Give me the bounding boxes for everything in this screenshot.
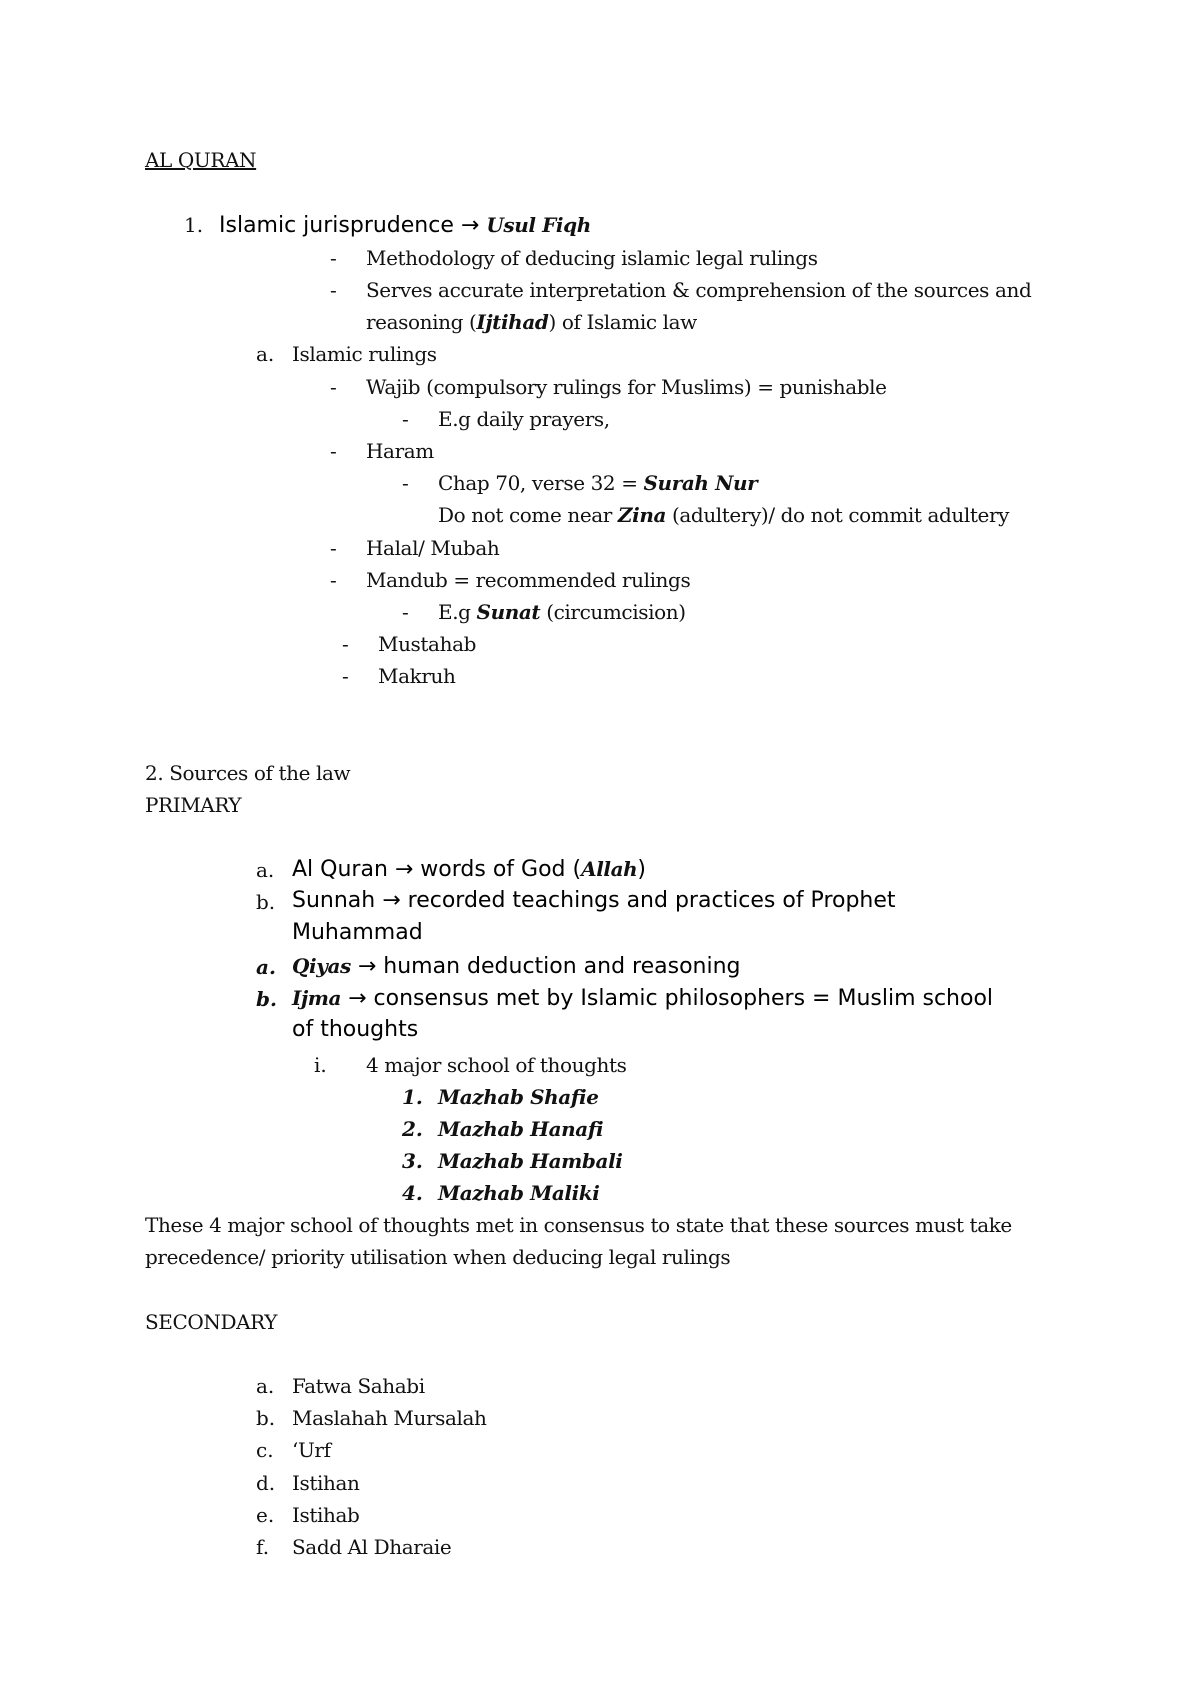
secondary-source: Sadd Al Dharaie xyxy=(292,1535,452,1559)
heading-term: Usul Fiqh xyxy=(486,213,591,237)
primary-source-quran xyxy=(292,853,646,886)
text-segment: Chap 70, verse 32 = xyxy=(438,471,644,495)
list-letter: e. xyxy=(256,1503,275,1527)
list-roman: i. xyxy=(314,1053,327,1077)
list-item-continuation xyxy=(438,499,1009,531)
text-segment: Al Quran → words of God ( xyxy=(292,857,582,882)
list-letter: a. xyxy=(256,342,275,366)
text-segment: Do not come near xyxy=(438,503,618,527)
list-letter: d. xyxy=(256,1471,276,1495)
text-segment: → consensus met by Islamic philosophers = Muslim school xyxy=(341,986,994,1011)
list-letter: b. xyxy=(256,890,276,914)
text-segment: ) of Islamic law xyxy=(548,310,697,334)
list-item-continuation xyxy=(366,306,697,338)
primary-source-sunnah: Sunnah → recorded teachings and practices of Prophet xyxy=(292,888,896,913)
secondary-source: Maslahah Mursalah xyxy=(292,1406,487,1430)
primary-source-ijma xyxy=(292,982,993,1015)
secondary-source: Istihab xyxy=(292,1503,360,1527)
secondary-source: ‘Urf xyxy=(292,1438,331,1462)
list-letter: a. xyxy=(256,955,276,979)
secondary-source: Fatwa Sahabi xyxy=(292,1374,425,1398)
bullet-dash: - xyxy=(330,536,337,560)
secondary-label: SECONDARY xyxy=(145,1310,278,1334)
consensus-paragraph: These 4 major school of thoughts met in consensus to state that these sources must take xyxy=(145,1213,1012,1237)
list-item: Serves accurate interpretation & comprehension of the sources and xyxy=(366,278,1032,302)
text-segment: → human deduction and reasoning xyxy=(350,954,741,979)
list-item-example xyxy=(438,596,686,628)
primary-source-qiyas xyxy=(292,950,741,983)
bullet-dash: - xyxy=(330,375,337,399)
bullet-dash: - xyxy=(330,278,337,302)
list-item-mandub: Mandub = recommended rulings xyxy=(366,568,691,592)
text-segment: E.g xyxy=(438,600,477,624)
school-number: 4. xyxy=(402,1181,423,1205)
bullet-dash: - xyxy=(330,439,337,463)
list-item-haram: Haram xyxy=(366,439,434,463)
list-item-wajib: Wajib (compulsory rulings for Muslims) = punishable xyxy=(366,375,887,399)
list-letter: a. xyxy=(256,858,275,882)
term-qiyas: Qiyas xyxy=(292,954,351,978)
primary-source-ijma-cont: of thoughts xyxy=(292,1017,419,1042)
term-ijma: Ijma xyxy=(292,986,342,1010)
school-number: 2. xyxy=(402,1117,423,1141)
list-letter: b. xyxy=(256,1406,276,1430)
schools-intro: 4 major school of thoughts xyxy=(366,1053,627,1077)
term-allah: Allah xyxy=(581,857,638,881)
school-number: 1. xyxy=(402,1085,423,1109)
bullet-dash: - xyxy=(402,600,409,624)
heading-text: Islamic jurisprudence → xyxy=(219,213,480,238)
school-number: 3. xyxy=(402,1149,423,1173)
text-segment: (adultery)/ do not commit adultery xyxy=(666,503,1010,527)
primary-label: PRIMARY xyxy=(145,793,242,817)
list-item-halal: Halal/ Mubah xyxy=(366,536,500,560)
bullet-dash: - xyxy=(342,664,349,688)
term-sunat: Sunat xyxy=(476,600,541,624)
page-title: AL QURAN xyxy=(145,148,257,172)
list-item-makruh: Makruh xyxy=(378,664,456,688)
list-letter: c. xyxy=(256,1438,274,1462)
term-zina: Zina xyxy=(617,503,667,527)
subsection-label: Islamic rulings xyxy=(292,342,437,366)
secondary-source: Istihan xyxy=(292,1471,360,1495)
school-name: Mazhab Shafie xyxy=(438,1085,599,1109)
list-item: Methodology of deducing islamic legal rulings xyxy=(366,246,818,270)
text-segment: reasoning ( xyxy=(366,310,477,334)
list-item-mustahab: Mustahab xyxy=(378,632,476,656)
list-item-reference xyxy=(438,467,757,499)
consensus-paragraph-cont: precedence/ priority utilisation when deducing legal rulings xyxy=(145,1245,731,1269)
term-ijtihad: Ijtihad xyxy=(476,310,549,334)
text-segment: ) xyxy=(637,857,646,882)
list-letter: f. xyxy=(256,1535,270,1559)
bullet-dash: - xyxy=(402,471,409,495)
list-number: 1. xyxy=(184,213,204,237)
section-heading xyxy=(219,209,591,242)
school-name: Mazhab Hambali xyxy=(438,1149,623,1173)
section-heading: 2. Sources of the law xyxy=(145,761,351,785)
school-name: Mazhab Maliki xyxy=(438,1181,600,1205)
bullet-dash: - xyxy=(330,568,337,592)
bullet-dash: - xyxy=(402,407,409,431)
school-name: Mazhab Hanafi xyxy=(438,1117,604,1141)
bullet-dash: - xyxy=(330,246,337,270)
list-letter: a. xyxy=(256,1374,275,1398)
primary-source-sunnah-cont: Muhammad xyxy=(292,920,423,945)
list-letter: b. xyxy=(256,987,277,1011)
list-item-example: E.g daily prayers, xyxy=(438,407,610,431)
term-surah-nur: Surah Nur xyxy=(643,471,758,495)
text-segment: (circumcision) xyxy=(540,600,686,624)
bullet-dash: - xyxy=(342,632,349,656)
